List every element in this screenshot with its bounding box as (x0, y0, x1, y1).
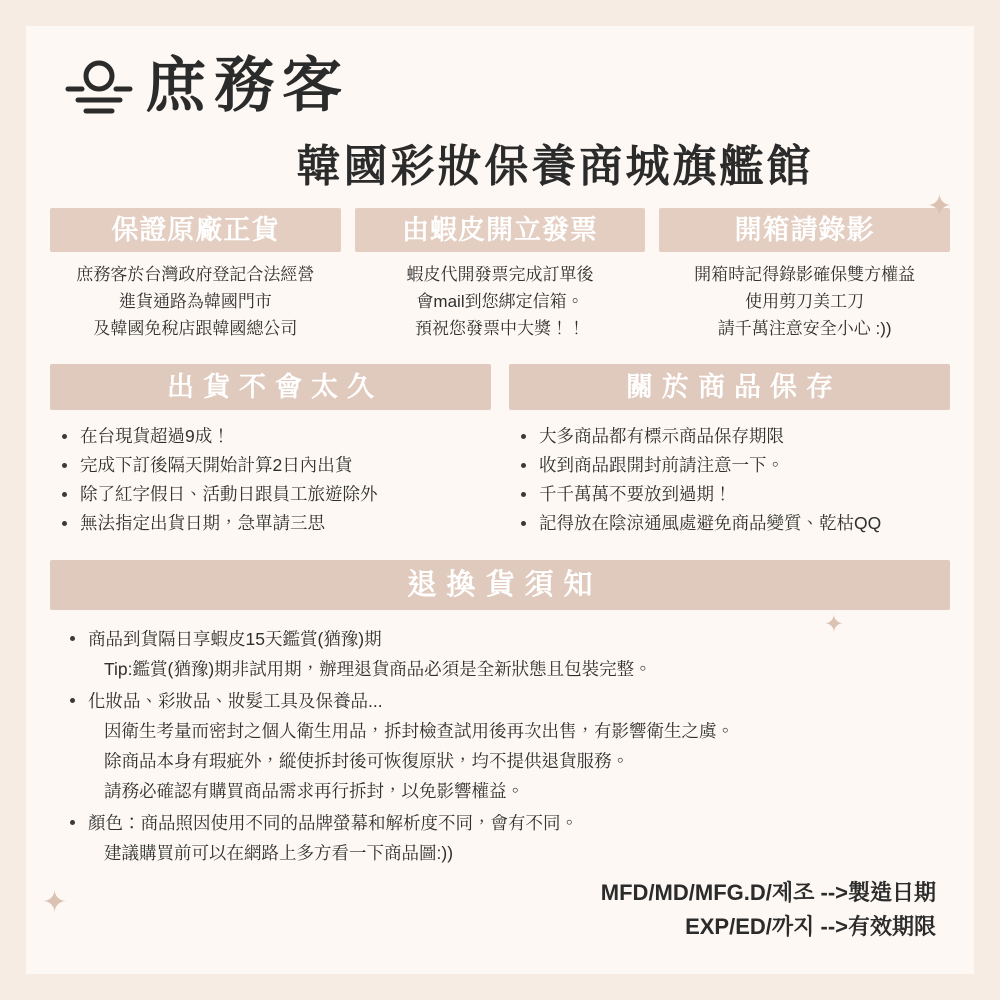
feature-heading: 保證原廠正貨 (50, 208, 341, 252)
feature-body (50, 261, 341, 342)
feature-heading: 開箱請錄影 (659, 208, 950, 252)
brand-header (50, 42, 950, 138)
page-title: 韓國彩妝保養商城旗艦館 (296, 142, 814, 191)
content-card (26, 26, 974, 974)
feature-body (355, 261, 646, 342)
list-item-main: 顏色：商品照因使用不同的品牌螢幕和解析度不同，會有不同。 (88, 813, 578, 833)
list-item-sub: 因衛生考量而密封之個人衛生用品，拆封檢查試用後再次出售，有影響衛生之虞。 (104, 721, 734, 741)
list-item: 大多商品都有標示商品保存期限 (535, 422, 950, 451)
feature-column-invoice (355, 208, 646, 342)
list-item: 收到商品跟開封前請注意一下。 (535, 451, 950, 480)
section-return-policy (50, 560, 950, 868)
storage-list (509, 422, 950, 538)
list-item-main: 化妝品、彩妝品、妝髮工具及保養品... (88, 691, 383, 711)
section-heading: 出貨不會太久 (50, 364, 491, 410)
list-item (84, 808, 950, 868)
list-item-main: 商品到貨隔日享蝦皮15天鑑賞(猶豫)期 (88, 629, 382, 649)
list-item: 除了紅字假日、活動日跟員工旅遊除外 (76, 480, 491, 509)
section-storage (509, 364, 950, 538)
feature-line: 開箱時記得錄影確保雙方權益 (694, 265, 916, 284)
feature-line: 請千萬注意安全小心 :)) (717, 319, 892, 338)
shipping-storage-band (50, 364, 950, 538)
list-item: 記得放在陰涼通風處避免商品變質、乾枯QQ (535, 509, 950, 538)
sparkle-icon: ✦ (926, 190, 952, 223)
return-policy-list (50, 624, 950, 868)
feature-line: 蝦皮代開發票完成訂單後 (406, 265, 594, 284)
brand-logo-text: 庶務客 (146, 51, 350, 121)
feature-line: 預祝您發票中大獎！！ (415, 319, 585, 338)
list-item-sub: Tip:鑑賞(猶豫)期非試用期，辦理退貨商品必須是全新狀態且包裝完整。 (104, 659, 652, 679)
feature-body (659, 261, 950, 342)
date-legend (601, 876, 936, 944)
feature-line: 庶務客於台灣政府登記合法經營 (76, 265, 315, 284)
section-heading: 關於商品保存 (509, 364, 950, 410)
feature-heading: 由蝦皮開立發票 (355, 208, 646, 252)
list-item (84, 624, 950, 684)
list-item: 在台現貨超過9成！ (76, 422, 491, 451)
list-item: 千千萬萬不要放到過期！ (535, 480, 950, 509)
feature-band (50, 208, 950, 342)
sparkle-icon: ✦ (823, 611, 844, 638)
sunrise-lines-icon (64, 54, 134, 120)
list-item: 無法指定出貨日期，急單請三思 (76, 509, 491, 538)
feature-column-unboxing (659, 208, 950, 342)
feature-column-authenticity (50, 208, 341, 342)
sparkle-icon: ✦ (42, 886, 68, 919)
section-heading: 退換貨須知 (50, 560, 950, 610)
legend-line-mfd: MFD/MD/MFG.D/제조 -->製造日期 (600, 880, 936, 905)
feature-line: 會mail到您綁定信箱。 (416, 292, 584, 311)
feature-line: 及韓國免稅店跟韓國總公司 (93, 319, 298, 338)
list-item: 完成下訂後隔天開始計算2日內出貨 (76, 451, 491, 480)
list-item-sub: 除商品本身有瑕疵外，縱使拆封後可恢復原狀，均不提供退貨服務。 (104, 751, 629, 771)
shipping-list (50, 422, 491, 538)
feature-line: 使用剪刀美工刀 (745, 292, 865, 311)
list-item-sub: 請務必確認有購買商品需求再行拆封，以免影響權益。 (104, 781, 524, 801)
list-item (84, 686, 950, 806)
legend-line-exp: EXP/ED/까지 -->有效期限 (685, 914, 936, 939)
feature-line: 進貨通路為韓國門市 (118, 292, 272, 311)
section-shipping (50, 364, 491, 538)
list-item-sub: 建議購買前可以在網路上多方看一下商品圖:)) (104, 843, 454, 863)
